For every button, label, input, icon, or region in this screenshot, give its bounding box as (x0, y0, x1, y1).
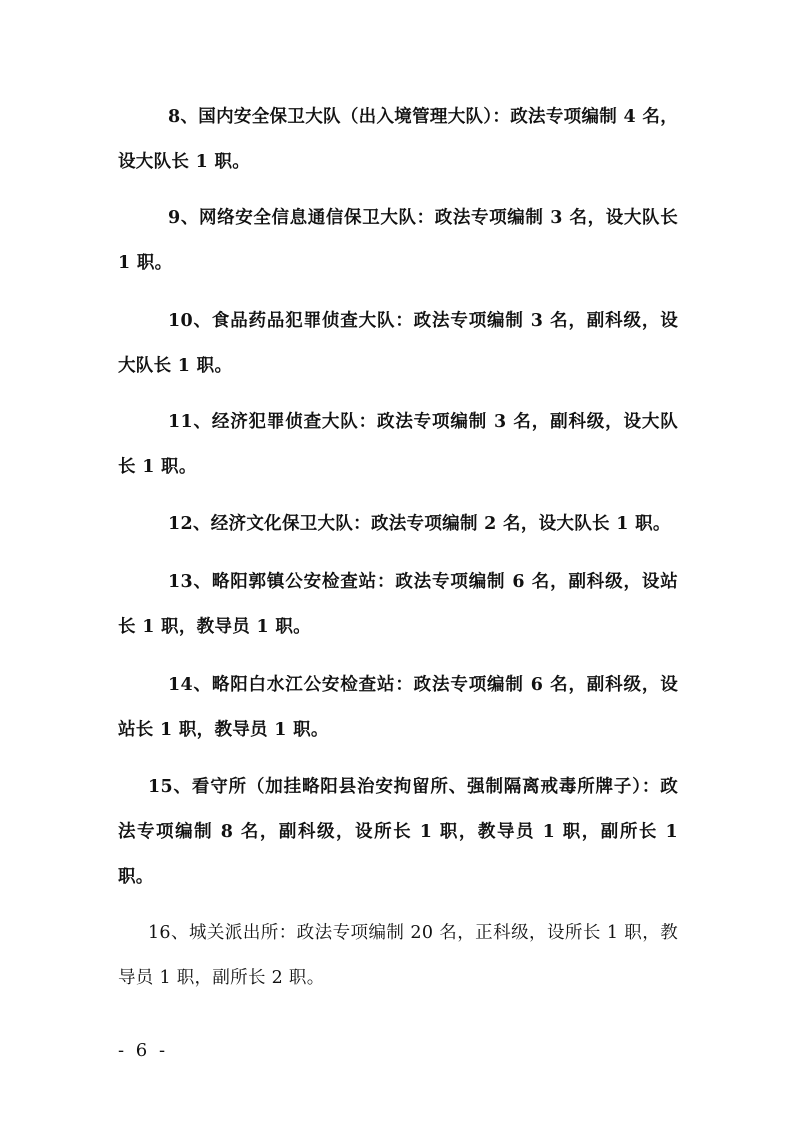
paragraph-item-11: 11、经济犯罪侦查大队：政法专项编制 3 名，副科级，设大队长 1 职。 (118, 412, 678, 477)
paragraph-item-15: 15、看守所（加挂略阳县治安拘留所、强制隔离戒毒所牌子）：政法专项编制 8 名，副科级，设所长 1 职，教导员 1 职，副所长 1 职。 (118, 777, 678, 887)
page-number: - 6 - (118, 1040, 169, 1061)
paragraph-item-8: 8、国内安全保卫大队（出入境管理大队）：政法专项编制 4 名，设大队长 1 职。 (118, 107, 678, 172)
paragraph-item-9: 9、网络安全信息通信保卫大队：政法专项编制 3 名，设大队长 1 职。 (118, 208, 678, 273)
paragraph-item-10: 10、食品药品犯罪侦查大队：政法专项编制 3 名，副科级，设大队长 1 职。 (118, 311, 678, 376)
paragraph-item-16: 16、城关派出所：政法专项编制 20 名，正科级，设所长 1 职，教导员 1 职，副所长 2 职。 (118, 923, 678, 988)
paragraph-item-13: 13、略阳郭镇公安检查站：政法专项编制 6 名，副科级，设站长 1 职，教导员 1 职。 (118, 572, 678, 637)
paragraph-item-14: 14、略阳白水江公安检查站：政法专项编制 6 名，副科级，设站长 1 职，教导员 1 职。 (118, 675, 678, 740)
paragraph-item-12: 12、经济文化保卫大队：政法专项编制 2 名，设大队长 1 职。 (168, 514, 671, 534)
